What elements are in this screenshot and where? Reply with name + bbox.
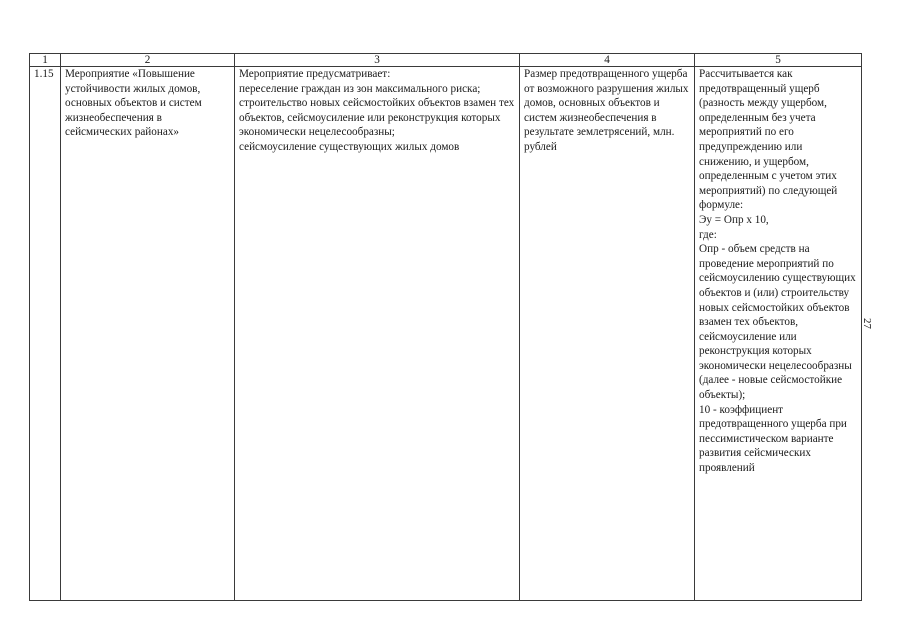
measure-description: Мероприятие предусматривает: переселение граждан из зон максимального риска; строительство новых сейсмостойких объектов взамен тех объектов, сейсмоусиление или реконструкция которых экономически нецелесообразны; сейсмоусиление существующих жилых домов — [235, 67, 520, 601]
page-number: 27 — [861, 318, 873, 329]
column-number-row — [30, 54, 862, 67]
row-number: 1.15 — [30, 67, 61, 601]
col-number-4: 4 — [520, 54, 695, 67]
calculation-method: Рассчитывается как предотвращенный ущерб (разность между ущербом, определенным без учета мероприятий по его предупреждению или снижению, и ущербом, определенным с учетом этих мероприятий) по следующей формуле: Эу = Опр x 10, где: Опр - объем средств на проведение мероприятий по сейсмоусилению существующих объектов и (или) строительству новых сейсмостойких объектов взамен тех объектов, сейсмоусиление или реконструкция которых экономически нецелесообразны (далее - новые сейсмостойкие объекты); 10 - коэффициент предотвращенного ущерба при пессимистическом варианте развития сейсмических проявлений — [695, 67, 862, 601]
document-table — [29, 53, 862, 601]
col-number-1: 1 — [30, 54, 61, 67]
indicator-name: Размер предотвращенного ущерба от возможного разрушения жилых домов, основных объектов и систем жизнеобеспечения в результате землетрясений, млн. рублей — [520, 67, 695, 601]
table-row — [30, 67, 862, 601]
measure-name: Мероприятие «Повышение устойчивости жилых домов, основных объектов и систем жизнеобеспечения в сейсмических районах» — [61, 67, 235, 601]
col-number-3: 3 — [235, 54, 520, 67]
col-number-2: 2 — [61, 54, 235, 67]
col-number-5: 5 — [695, 54, 862, 67]
